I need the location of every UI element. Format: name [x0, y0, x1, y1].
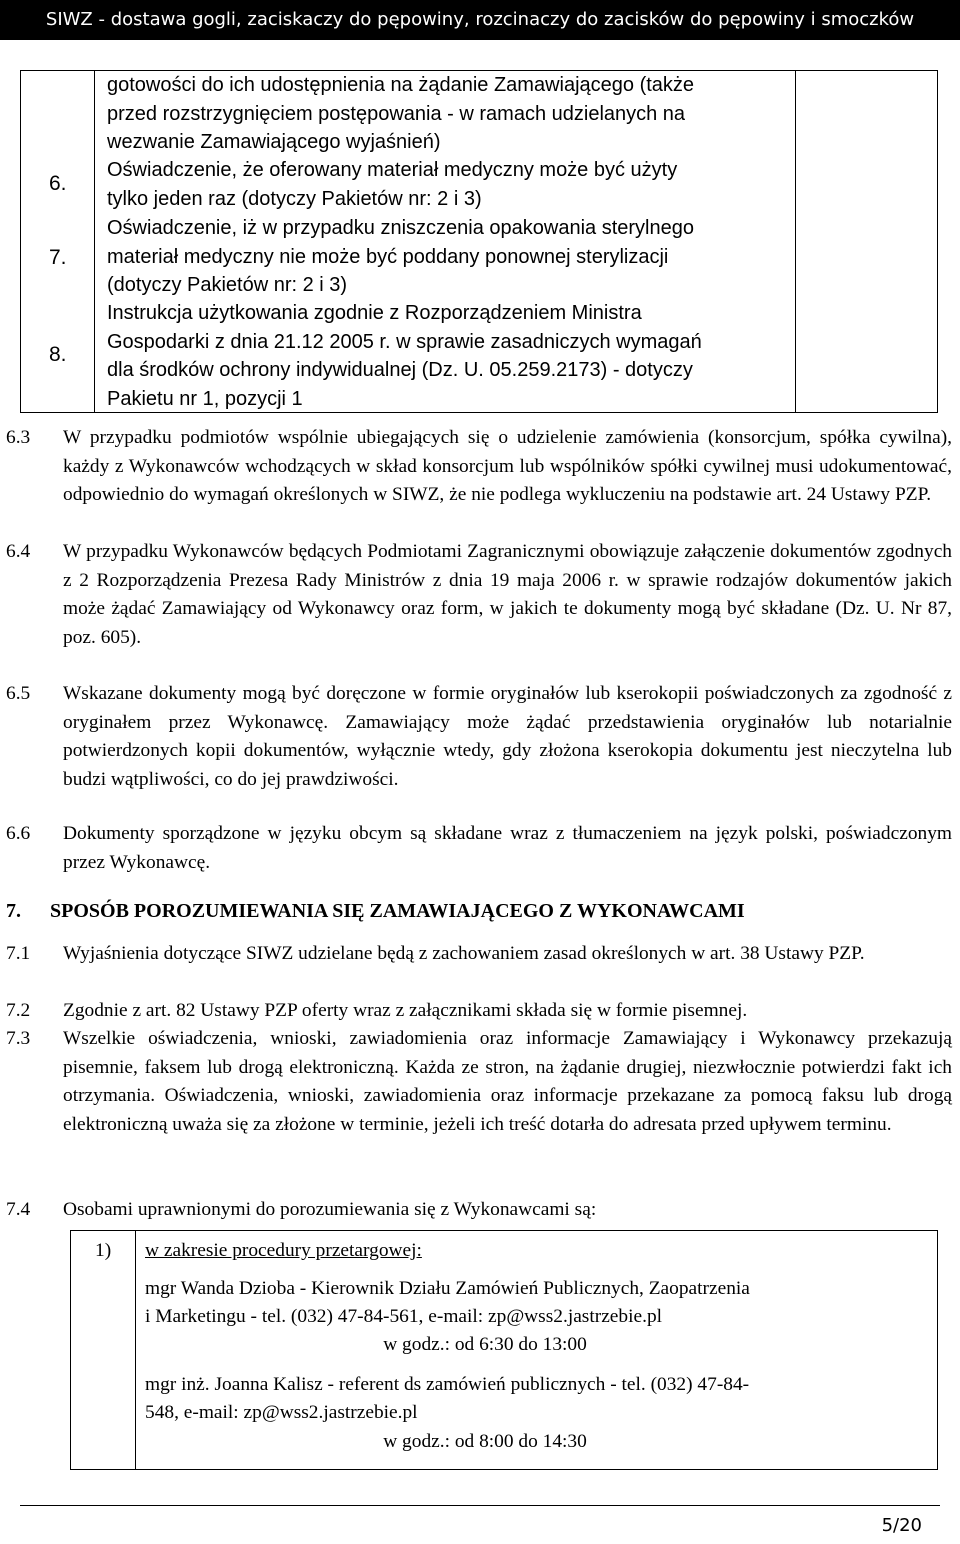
paragraph-6-5	[6, 680, 952, 794]
paragraph-6-4	[6, 538, 952, 652]
paragraph-text: W przypadku podmiotów wspólnie ubiegających się o udzielenie zamówienia (konsorcjum, spółka cywilna), każdy z Wykonawców wchodzących w skład konsorcjum lub wspólników spółki cywilnej musi udokumentować, odpowiednio do wymagań określonych w SIWZ, że nie podlega wykluczeniu na podstawie art. 24 Ustawy PZP.	[63, 427, 952, 505]
paragraph-number: 6.3	[6, 427, 31, 448]
paragraph-7-2	[6, 997, 952, 1026]
paragraph-text: Wszelkie oświadczenia, wnioski, zawiadomienia oraz informacje Zamawiający i Wykonawcy przekazują pisemnie, faksem lub drogą elektroniczną. Każda ze stron, na żądanie drugiej, niezwłocznie potwierdzi fakt ich otrzymania. Oświadczenia, wnioski, zawiadomienia oraz informacje przekazane za pomocą faksu lub drogą elektroniczną uważa się za złożone w terminie, jeżeli ich treść dotarła do adresata przed upływem terminu.	[63, 1028, 952, 1135]
row-text: Oświadczenie, że oferowany materiał medyczny może być użyty	[107, 159, 678, 181]
paragraph-text: Zgodnie z art. 82 Ustawy PZP oferty wraz z załącznikami składa się w formie pisemnej.	[63, 1000, 748, 1021]
paragraph-text: Osobami uprawnionymi do porozumiewania się z Wykonawcami są:	[63, 1199, 597, 1220]
row-text: Pakietu nr 1, pozycji 1	[107, 387, 303, 410]
row-text: gotowości do ich udostępnienia na żądanie Zamawiającego (także	[107, 74, 695, 96]
contacts-number: 1)	[95, 1240, 112, 1261]
contact-text: mgr inż. Joanna Kalisz - referent ds zamówień publicznych - tel. (032) 47-84-	[145, 1374, 750, 1395]
row-text: materiał medyczny nie może być poddany ponownej sterylizacji	[107, 245, 669, 268]
contact-hours: w godz.: od 6:30 do 13:00	[383, 1334, 587, 1355]
section-heading	[6, 900, 745, 923]
paragraph-text: Dokumenty sporządzone w języku obcym są składane wraz z tłumaczeniem na język polski, poświadczonym przez Wykonawcę.	[63, 823, 952, 873]
row-text: wezwanie Zamawiającego wyjaśnień)	[107, 131, 441, 153]
document-title: SIWZ - dostawa gogli, zaciskaczy do pępowiny, rozcinaczy do zacisków do pępowiny i smoczków	[45, 9, 915, 30]
paragraph-7-4	[6, 1196, 952, 1225]
table-row	[107, 156, 785, 213]
document-header	[0, 0, 960, 40]
contact-text: 548, e-mail: zp@wss2.jastrzebie.pl	[145, 1402, 418, 1423]
row-text: dla środków ochrony indywidualnej (Dz. U. 05.259.2173) - dotyczy	[107, 359, 693, 381]
table-row	[107, 214, 785, 300]
table-divider	[94, 71, 95, 412]
row-text: Oświadczenie, iż w przypadku zniszczenia opakowania sterylnego	[107, 217, 694, 239]
paragraph-number: 6.4	[6, 541, 31, 562]
paragraph-number: 6.6	[6, 823, 31, 844]
row-text: przed rozstrzygnięciem postępowania - w ramach udzielanych na	[107, 102, 686, 125]
contact-hours: w godz.: od 8:00 do 14:30	[383, 1431, 587, 1452]
paragraph-6-6	[6, 820, 952, 877]
paragraph-7-3	[6, 1025, 952, 1139]
row-text: Gospodarki z dnia 21.12 2005 r. w sprawie zasadniczych wymagań	[107, 330, 702, 353]
footer-divider	[20, 1505, 940, 1506]
paragraph-text: Wyjaśnienia dotyczące SIWZ udzielane będą z zachowaniem zasad określonych w art. 38 Ustawy PZP.	[63, 943, 865, 964]
row-number: 6.	[49, 172, 67, 195]
requirements-table	[20, 70, 938, 413]
section-title: SPOSÓB POROZUMIEWANIA SIĘ ZAMAWIAJĄCEGO Z WYKONAWCAMI	[50, 900, 745, 922]
table-row	[107, 299, 785, 413]
paragraph-text: W przypadku Wykonawców będących Podmiotami Zagranicznymi obowiązuje załączenie dokumentów zgodnych z 2 Rozporządzenia Prezesa Rady Ministrów z dnia 19 maja 2006 r. w sprawie rodzajów dokumentów jakich może żądać Zamawiający od Wykonawcy oraz form, w jakich te dokumenty mogą być składane (Dz. U. Nr 87, poz. 605).	[63, 541, 952, 648]
row-number: 8.	[49, 343, 67, 366]
row-number: 7.	[49, 246, 67, 269]
page-number: 5/20	[881, 1515, 922, 1536]
paragraph-6-3	[6, 424, 952, 510]
table-divider	[795, 71, 796, 412]
contact-text: i Marketingu - tel. (032) 47-84-561, e-mail: zp@wss2.jastrzebie.pl	[145, 1306, 663, 1327]
table-divider	[135, 1231, 136, 1469]
section-number: 7.	[6, 900, 21, 922]
paragraph-7-1	[6, 940, 952, 969]
paragraph-number: 7.3	[6, 1028, 31, 1049]
row-text: tylko jeden raz (dotyczy Pakietów nr: 2 i 3)	[107, 187, 482, 210]
paragraph-number: 7.2	[6, 1000, 31, 1021]
paragraph-number: 6.5	[6, 683, 31, 704]
paragraph-text: Wskazane dokumenty mogą być doręczone w formie oryginałów lub kserokopii poświadczonych za zgodność z oryginałem przez Wykonawcę. Zamawiający może żądać przedstawienia oryginałów lub notarialnie potwierdzonych kopii dokumentów, wyłącznie wtedy, gdy złożona kserokopia dokumentu jest nieczytelna lub budzi wątpliwości, co do jej prawdziwości.	[63, 683, 952, 790]
contacts-heading: w zakresie procedury przetargowej:	[145, 1240, 422, 1261]
paragraph-number: 7.1	[6, 943, 31, 964]
row-text: Instrukcja użytkowania zgodnie z Rozporządzeniem Ministra	[107, 302, 642, 324]
contact-text: mgr Wanda Dzioba - Kierownik Działu Zamówień Publicznych, Zaopatrzenia	[145, 1278, 750, 1299]
row-text: (dotyczy Pakietów nr: 2 i 3)	[107, 274, 348, 296]
table-row	[107, 71, 785, 157]
paragraph-number: 7.4	[6, 1199, 31, 1220]
contacts-table	[70, 1230, 938, 1470]
